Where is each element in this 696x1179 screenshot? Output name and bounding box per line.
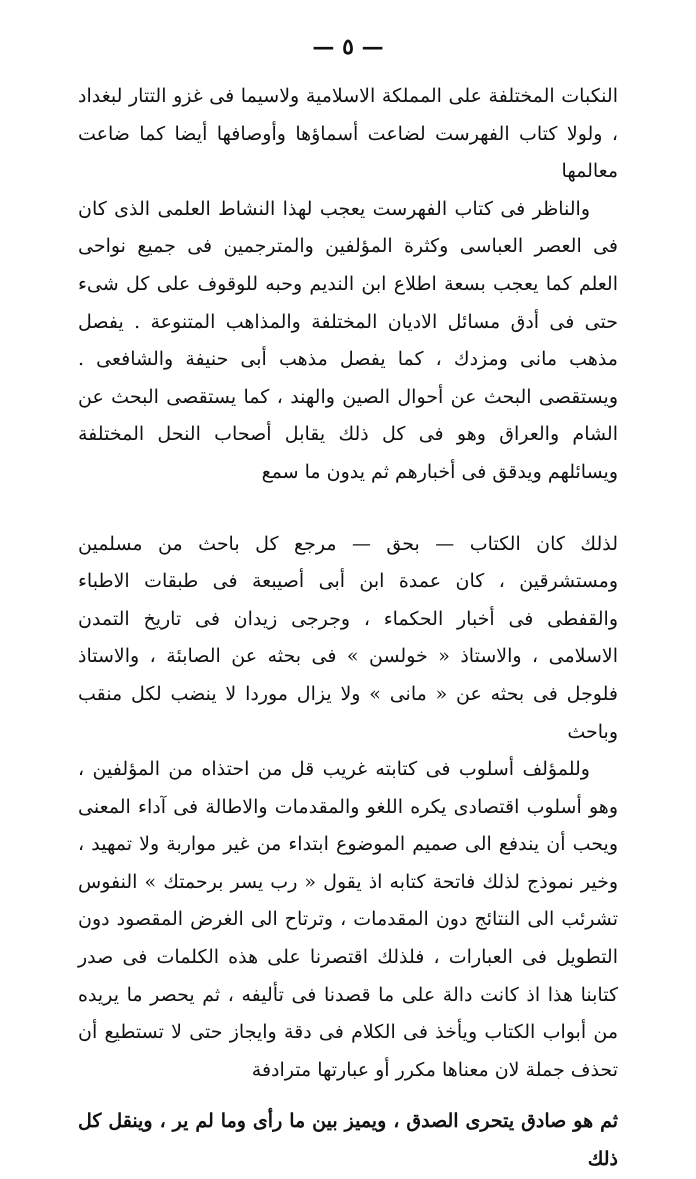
paragraph-5: ثم هو صادق يتحرى الصدق ، ويميز بين ما رأى وما لم ير ، وينقل كل ذلك (78, 1110, 618, 1171)
paragraph-1: النكبات المختلفة على المملكة الاسلامية ولاسيما فى غزو التتار لبغداد ، ولولا كتاب الفهرست لضاعت أسماؤها وأوصافها أيضا كما ضاعت معالمها (78, 85, 618, 183)
paragraph-spacer (78, 1089, 618, 1103)
paragraph-4: وللمؤلف أسلوب فى كتابته غريب قل من احتذاه من المؤلفين ، وهو أسلوب اقتصادى يكره اللغو والمقدمات والاطالة فى آداء المعنى ويحب أن يندفع الى صميم الموضوع ابتداء من غير مواربة ولا تمهيد ، وخير نموذج لذلك فاتحة كتابه اذ يقول « رب يسر برحمتك » النفوس تشرئب الى النتائج دون المقدمات ، وترتاح الى الغرض المقصود دون التطويل فى العبارات ، فلذلك اقتصرنا على هذه الكلمات فى صدر كتابنا هذا اذ كانت دالة على ما قصدنا فى تأليفه ، ثم يحصر ما يريده من أبواب الكتاب ويأخذ فى الكلام فى دقة وايجاز حتى لا تستطيع أن تحذف جملة لان معناها مكرر أو عبارتها مترادفة (78, 758, 618, 1081)
paragraph-3: لذلك كان الكتاب — بحق — مرجع كل باحث من مسلمين ومستشرقين ، كان عمدة ابن أبى أصيبعة فى طبقات الاطباء والقفطى فى أخبار الحكماء ، وجرجى زيدان فى تاريخ التمدن الاسلامى ، والاستاذ « خولسن » فى بحثه عن الصابئة ، والاستاذ فلوجل فى بحثه عن « مانى » ولا يزال موردا لا ينضب لكل منقب وباحث (78, 532, 618, 743)
body-text (78, 78, 618, 1179)
page-number: — ٥ — (312, 34, 384, 60)
paragraph-spacer (78, 492, 618, 526)
paragraph-2: والناظر فى كتاب الفهرست يعجب لهذا النشاط العلمى الذى كان فى العصر العباسى وكثرة المؤلفين والمترجمين فى جميع نواحى العلم كما يعجب بسعة اطلاع ابن النديم وحبه للوقوف على كل شىء حتى فى أدق مسائل الاديان المختلفة والمذاهب المتنوعة . يفصل مذهب مانى ومزدك ، كما يفصل مذهب أبى حنيفة والشافعى . ويستقصى البحث عن أحوال الصين والهند ، كما يستقصى البحث عن الشام والعراق وهو فى كل ذلك يقابل أصحاب النحل المختلفة ويسائلهم ويدقق فى أخبارهم ثم يدون ما سمع (78, 197, 618, 483)
